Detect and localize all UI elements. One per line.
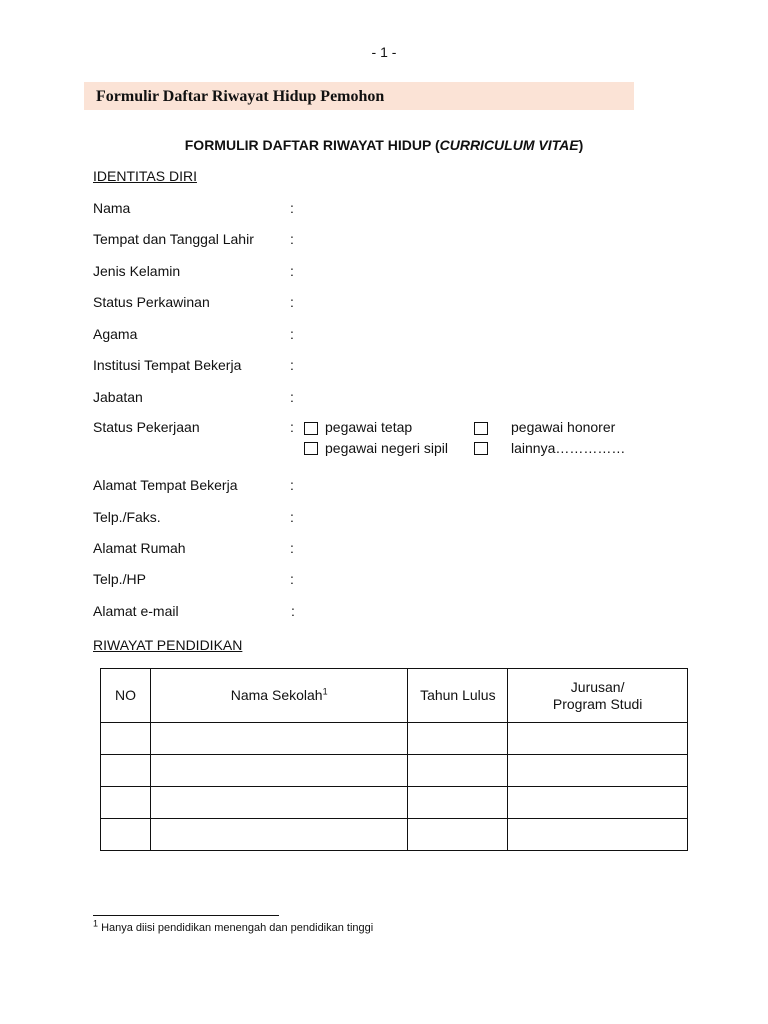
colon: : bbox=[290, 326, 294, 342]
section-identity-title: IDENTITAS DIRI bbox=[93, 168, 197, 184]
cell-tahun-lulus[interactable] bbox=[408, 787, 508, 819]
field-label-telp-hp: Telp./HP bbox=[93, 571, 146, 587]
footnote-number: 1 bbox=[93, 918, 99, 929]
checkbox-pegawai-negeri-sipil[interactable] bbox=[304, 442, 318, 455]
cell-nama-sekolah[interactable] bbox=[150, 819, 408, 851]
table-header-row bbox=[101, 669, 688, 723]
cell-tahun-lulus[interactable] bbox=[408, 819, 508, 851]
field-label-institusi: Institusi Tempat Bekerja bbox=[93, 357, 242, 373]
header-tahun-lulus: Tahun Lulus bbox=[408, 669, 508, 723]
colon: : bbox=[290, 294, 294, 310]
option-label-lainnya: lainnya…………… bbox=[511, 440, 626, 456]
colon: : bbox=[290, 389, 294, 405]
field-label-telp-faks: Telp./Faks. bbox=[93, 509, 161, 525]
field-label-jabatan: Jabatan bbox=[93, 389, 143, 405]
footnote-divider bbox=[93, 915, 279, 916]
colon: : bbox=[290, 200, 294, 216]
option-label-pegawai-tetap: pegawai tetap bbox=[325, 419, 413, 435]
field-label-alamat-rumah: Alamat Rumah bbox=[93, 540, 186, 556]
cell-jurusan[interactable] bbox=[508, 819, 688, 851]
colon: : bbox=[290, 540, 294, 556]
cell-jurusan[interactable] bbox=[508, 755, 688, 787]
header-nama-sekolah-label: Nama Sekolah bbox=[230, 687, 323, 703]
colon: : bbox=[290, 419, 294, 435]
header-jurusan-line1: Jurusan/ bbox=[570, 678, 625, 695]
colon: : bbox=[290, 263, 294, 279]
option-label-pegawai-negeri-sipil: pegawai negeri sipil bbox=[325, 440, 448, 456]
colon: : bbox=[290, 509, 294, 525]
form-title-italic: CURRICULUM VITAE bbox=[439, 137, 579, 153]
field-label-jenis-kelamin: Jenis Kelamin bbox=[93, 263, 181, 279]
checkbox-lainnya[interactable] bbox=[474, 442, 488, 455]
table-row bbox=[101, 755, 688, 787]
form-title-prefix: FORMULIR DAFTAR RIWAYAT HIDUP ( bbox=[184, 137, 440, 153]
field-label-nama: Nama bbox=[93, 200, 131, 216]
cell-tahun-lulus[interactable] bbox=[408, 755, 508, 787]
section-education-title: RIWAYAT PENDIDIKAN bbox=[93, 637, 243, 653]
footnote bbox=[93, 918, 374, 934]
cell-no[interactable] bbox=[101, 723, 151, 755]
field-label-agama: Agama bbox=[93, 326, 138, 342]
footnote-text: Hanya diisi pendidikan menengah dan pendidikan tinggi bbox=[98, 922, 374, 934]
cell-nama-sekolah[interactable] bbox=[150, 723, 408, 755]
cell-jurusan[interactable] bbox=[508, 723, 688, 755]
checkbox-pegawai-honorer[interactable] bbox=[474, 422, 488, 435]
page-number: - 1 - bbox=[371, 44, 397, 60]
table-row bbox=[101, 787, 688, 819]
colon: : bbox=[290, 357, 294, 373]
cell-no[interactable] bbox=[101, 755, 151, 787]
cell-jurusan[interactable] bbox=[508, 787, 688, 819]
table-row bbox=[101, 723, 688, 755]
field-label-status-pekerjaan: Status Pekerjaan bbox=[93, 419, 200, 435]
cell-no[interactable] bbox=[101, 787, 151, 819]
form-title bbox=[0, 137, 768, 153]
cell-nama-sekolah[interactable] bbox=[150, 755, 408, 787]
banner-title: Formulir Daftar Riwayat Hidup Pemohon bbox=[96, 88, 385, 105]
section-banner bbox=[84, 82, 634, 110]
field-label-email: Alamat e-mail bbox=[93, 603, 179, 619]
header-jurusan bbox=[508, 669, 688, 723]
cell-no[interactable] bbox=[101, 819, 151, 851]
colon: : bbox=[290, 477, 294, 493]
header-jurusan-line2: Program Studi bbox=[552, 695, 643, 712]
checkbox-pegawai-tetap[interactable] bbox=[304, 422, 318, 435]
colon: : bbox=[290, 571, 294, 587]
colon: : bbox=[290, 231, 294, 247]
table-row bbox=[101, 819, 688, 851]
cell-tahun-lulus[interactable] bbox=[408, 723, 508, 755]
education-table bbox=[100, 668, 688, 851]
form-title-suffix: ) bbox=[578, 137, 584, 153]
field-label-alamat-kerja: Alamat Tempat Bekerja bbox=[93, 477, 238, 493]
field-label-ttl: Tempat dan Tanggal Lahir bbox=[93, 231, 254, 247]
option-label-pegawai-honorer: pegawai honorer bbox=[511, 419, 616, 435]
header-no: NO bbox=[101, 669, 151, 723]
field-label-status-perkawinan: Status Perkawinan bbox=[93, 294, 210, 310]
footnote-marker: 1 bbox=[322, 686, 328, 697]
colon: : bbox=[291, 603, 295, 619]
header-nama-sekolah bbox=[150, 669, 408, 723]
cell-nama-sekolah[interactable] bbox=[150, 787, 408, 819]
